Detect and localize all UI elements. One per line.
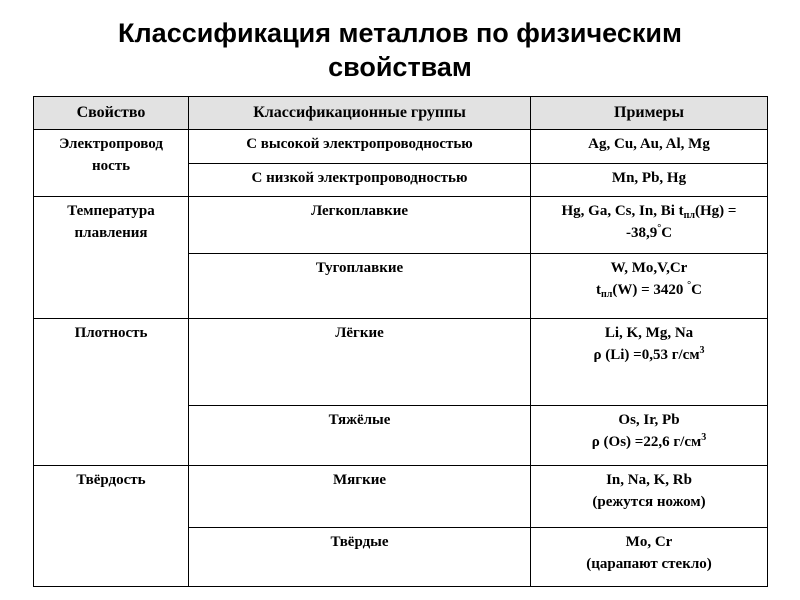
- classification-table: [33, 96, 768, 587]
- property-melting-cell: [34, 197, 189, 319]
- examples-hard-line2: (царапают стекло): [586, 556, 712, 572]
- examples-soft-line2: (режутся ножом): [592, 494, 706, 510]
- header-groups: Классификационные группы: [189, 97, 531, 130]
- examples-soft-line1: In, Na, K, Rb: [606, 472, 692, 488]
- property-hardness-cell: Твёрдость: [34, 466, 189, 587]
- examples-light-superscript: 3: [699, 345, 705, 356]
- examples-heavy-superscript: 3: [701, 432, 707, 443]
- property-conductivity-cell: [34, 130, 189, 197]
- examples-fusible-unit: C: [661, 225, 673, 241]
- examples-refractory-line1: W, Mo,V,Cr: [610, 260, 688, 276]
- examples-high-conductivity: Ag, Cu, Au, Al, Mg: [531, 130, 768, 164]
- examples-heavy-line1: Os, Ir, Pb: [618, 412, 680, 428]
- examples-refractory-line2: [535, 279, 763, 301]
- property-density-cell: Плотность: [34, 319, 189, 466]
- header-examples: Примеры: [531, 97, 768, 130]
- examples-soft: [531, 466, 768, 528]
- examples-hard-line1: Mo, Cr: [625, 534, 673, 550]
- property-melting-line2: плавления: [74, 225, 148, 241]
- table-row: [34, 319, 768, 406]
- examples-refractory-t: t: [595, 282, 601, 298]
- examples-light-line2: [535, 344, 763, 366]
- property-conductivity-line2: ность: [91, 158, 131, 174]
- examples-refractory-unit: C: [691, 282, 702, 298]
- examples-heavy: [531, 406, 768, 466]
- examples-fusible-mid: (Hg) =: [695, 203, 737, 219]
- examples-fusible-prefix: Hg, Ga, Cs, In, Bi t: [561, 203, 684, 219]
- examples-low-conductivity: Mn, Pb, Hg: [531, 164, 768, 197]
- examples-light-line1: Li, K, Mg, Na: [604, 325, 694, 341]
- page-title-line1: Классификация металлов по физическим: [118, 18, 682, 48]
- group-light: Лёгкие: [189, 319, 531, 406]
- examples-heavy-density: ρ (Os) =22,6 г/см: [591, 434, 702, 450]
- group-low-conductivity: С низкой электропроводностью: [189, 164, 531, 197]
- examples-light: [531, 319, 768, 406]
- group-hard: Твёрдые: [189, 528, 531, 587]
- group-soft: Мягкие: [189, 466, 531, 528]
- examples-fusible-line2: [535, 222, 763, 244]
- table-row: [34, 197, 768, 254]
- examples-fusible-value: -38,9: [625, 225, 658, 241]
- group-fusible: Легкоплавкие: [189, 197, 531, 254]
- table-row: [34, 130, 768, 164]
- examples-refractory: [531, 254, 768, 319]
- table-row: [34, 466, 768, 528]
- examples-fusible-line1: [535, 200, 763, 222]
- examples-hard: [531, 528, 768, 587]
- page-title-line2: свойствам: [328, 52, 472, 82]
- page-title: [40, 16, 760, 84]
- examples-refractory-subscript: пл: [600, 289, 613, 300]
- examples-fusible-subscript: пл: [683, 210, 695, 221]
- group-heavy: Тяжёлые: [189, 406, 531, 466]
- examples-refractory-rest: (W) = 3420: [612, 282, 688, 298]
- property-melting-line1: Температура: [67, 203, 155, 219]
- examples-heavy-line2: [535, 431, 763, 453]
- examples-light-density: ρ (Li) =0,53 г/см: [593, 347, 700, 363]
- property-conductivity-line1: Электропровод: [59, 136, 163, 152]
- table-header-row: [34, 97, 768, 130]
- group-refractory: Тугоплавкие: [189, 254, 531, 319]
- examples-fusible: [531, 197, 768, 254]
- examples-fusible-degree: °: [657, 223, 662, 234]
- header-property: Свойство: [34, 97, 189, 130]
- group-high-conductivity: С высокой электропроводностью: [189, 130, 531, 164]
- examples-refractory-degree: °: [687, 280, 692, 291]
